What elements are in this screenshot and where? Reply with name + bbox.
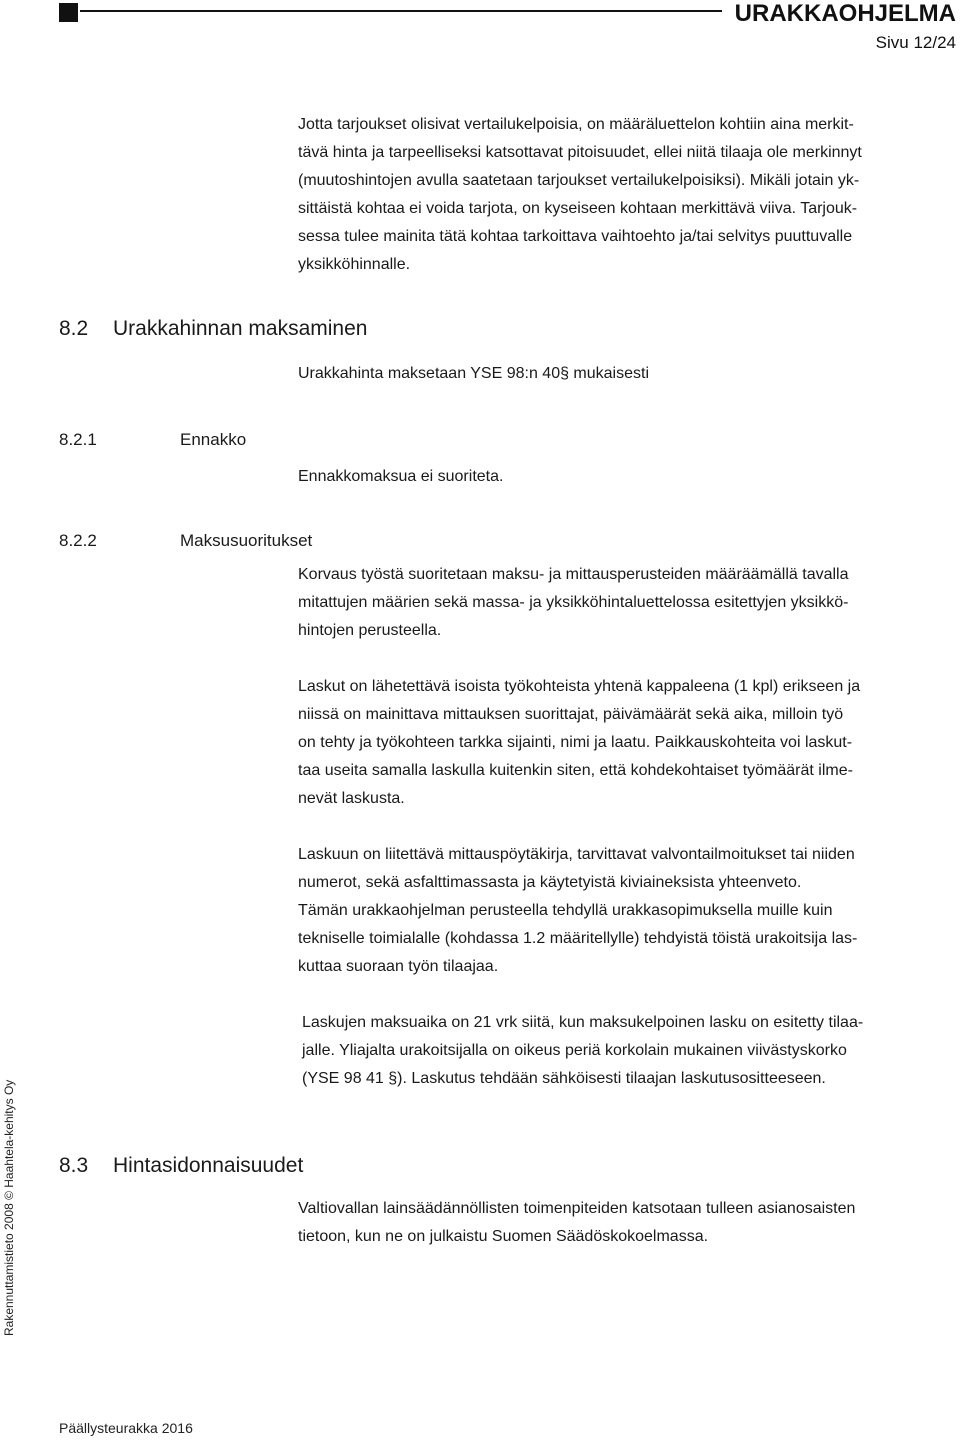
text-line: niissä on mainittava mittauksen suorittajat, päivämäärät sekä aika, milloin työ <box>298 706 844 723</box>
text-line: sessa tulee mainita tätä kohtaa tarkoittava vaihtoehto ja/tai selvitys puuttuvalle <box>298 228 853 245</box>
section-8-2-2-paragraph-2 <box>298 673 958 813</box>
section-heading-8-2-2 <box>59 531 312 551</box>
section-8-2-2-paragraph-1 <box>298 561 958 645</box>
text-line: Tämän urakkaohjelman perusteella tehdyllä urakkasopimuksella muille kuin <box>298 902 833 919</box>
text-line: tekniselle toimialalle (kohdassa 1.2 määritellylle) tehdyistä töistä urakoitsija las- <box>298 930 858 947</box>
section-number: 8.3 <box>59 1154 89 1177</box>
text-line: Urakkahinta maksetaan YSE 98:n 40§ mukaisesti <box>298 365 650 382</box>
section-title: Hintasidonnaisuudet <box>113 1154 304 1177</box>
section-title: Maksusuoritukset <box>180 531 313 550</box>
section-number: 8.2.1 <box>59 430 97 449</box>
page-number: Sivu 12/24 <box>875 33 956 52</box>
section-heading-8-2 <box>59 317 367 341</box>
text-line: Laskuun on liitettävä mittauspöytäkirja, tarvittavat valvontailmoitukset tai niiden <box>298 846 855 863</box>
text-line: jalle. Yliajalta urakoitsijalla on oikeus periä korkolain mukainen viivästyskorko <box>302 1042 847 1059</box>
copyright-side-note: Rakennuttamistieto 2008 © Haahtela-kehitys Oy <box>2 1079 16 1336</box>
section-8-2-2-paragraph-4 <box>302 1009 960 1093</box>
section-heading-8-2-1 <box>59 430 246 450</box>
text-line: kuttaa suoraan työn tilaajaa. <box>298 958 499 975</box>
text-line: numerot, sekä asfalttimassasta ja käytetyistä kiviaineksista yhteenveto. <box>298 874 802 891</box>
section-number: 8.2.2 <box>59 531 97 550</box>
section-title: Urakkahinnan maksaminen <box>113 317 368 340</box>
text-line: Ennakkomaksua ei suoriteta. <box>298 468 504 485</box>
text-line: on tehty ja työkohteen tarkka sijainti, nimi ja laatu. Paikkauskohteita voi laskut- <box>298 734 853 751</box>
section-8-2-2-paragraph-3 <box>298 841 958 981</box>
section-number: 8.2 <box>59 317 89 340</box>
text-line: taa useita samalla laskulla kuitenkin siten, että kohdekohtaiset työmäärät ilme- <box>298 762 853 779</box>
text-line: Laskujen maksuaika on 21 vrk siitä, kun maksukelpoinen lasku on esitetty tilaa- <box>302 1014 864 1031</box>
header-square-mark <box>59 3 78 22</box>
section-8-2-1-text <box>298 463 958 491</box>
text-line: tävä hinta ja tarpeelliseksi katsottavat pitoisuudet, ellei niitä tilaaja ole merkinnyt <box>298 144 862 161</box>
document-title: URAKKAOHJELMA <box>734 0 956 27</box>
text-line: (muutoshintojen avulla saatetaan tarjoukset vertailukelpoisiksi). Mikäli jotain yk- <box>298 172 860 189</box>
text-line: mitattujen määrien sekä massa- ja yksikköhintaluettelossa esitettyjen yksikkö- <box>298 594 849 611</box>
text-line: nevät laskusta. <box>298 790 405 807</box>
text-line: sittäistä kohtaa ei voida tarjota, on kyseiseen kohtaan merkittävä viiva. Tarjouk- <box>298 200 858 217</box>
text-line: tietoon, kun ne on julkaistu Suomen Säädöskokoelmassa. <box>298 1228 709 1245</box>
text-line: yksikköhinnalle. <box>298 256 411 273</box>
text-line: Valtiovallan lainsäädännöllisten toimenpiteiden katsotaan tulleen asianosaisten <box>298 1200 856 1217</box>
section-title: Ennakko <box>180 430 247 449</box>
page-footer: Päällysteurakka 2016 <box>59 1420 193 1436</box>
header-rule <box>80 10 722 12</box>
section-8-2-text <box>298 360 958 388</box>
section-8-3-paragraph <box>298 1195 958 1251</box>
text-line: Jotta tarjoukset olisivat vertailukelpoisia, on määräluettelon kohtiin aina merkit- <box>298 116 854 133</box>
text-line: Korvaus työstä suoritetaan maksu- ja mittausperusteiden määräämällä tavalla <box>298 566 849 583</box>
intro-paragraph <box>298 111 958 279</box>
section-heading-8-3 <box>59 1154 303 1178</box>
text-line: hintojen perusteella. <box>298 622 442 639</box>
text-line: (YSE 98 41 §). Laskutus tehdään sähköisesti tilaajan laskutusositteeseen. <box>302 1070 826 1087</box>
text-line: Laskut on lähetettävä isoista työkohteista yhtenä kappaleena (1 kpl) erikseen ja <box>298 678 861 695</box>
